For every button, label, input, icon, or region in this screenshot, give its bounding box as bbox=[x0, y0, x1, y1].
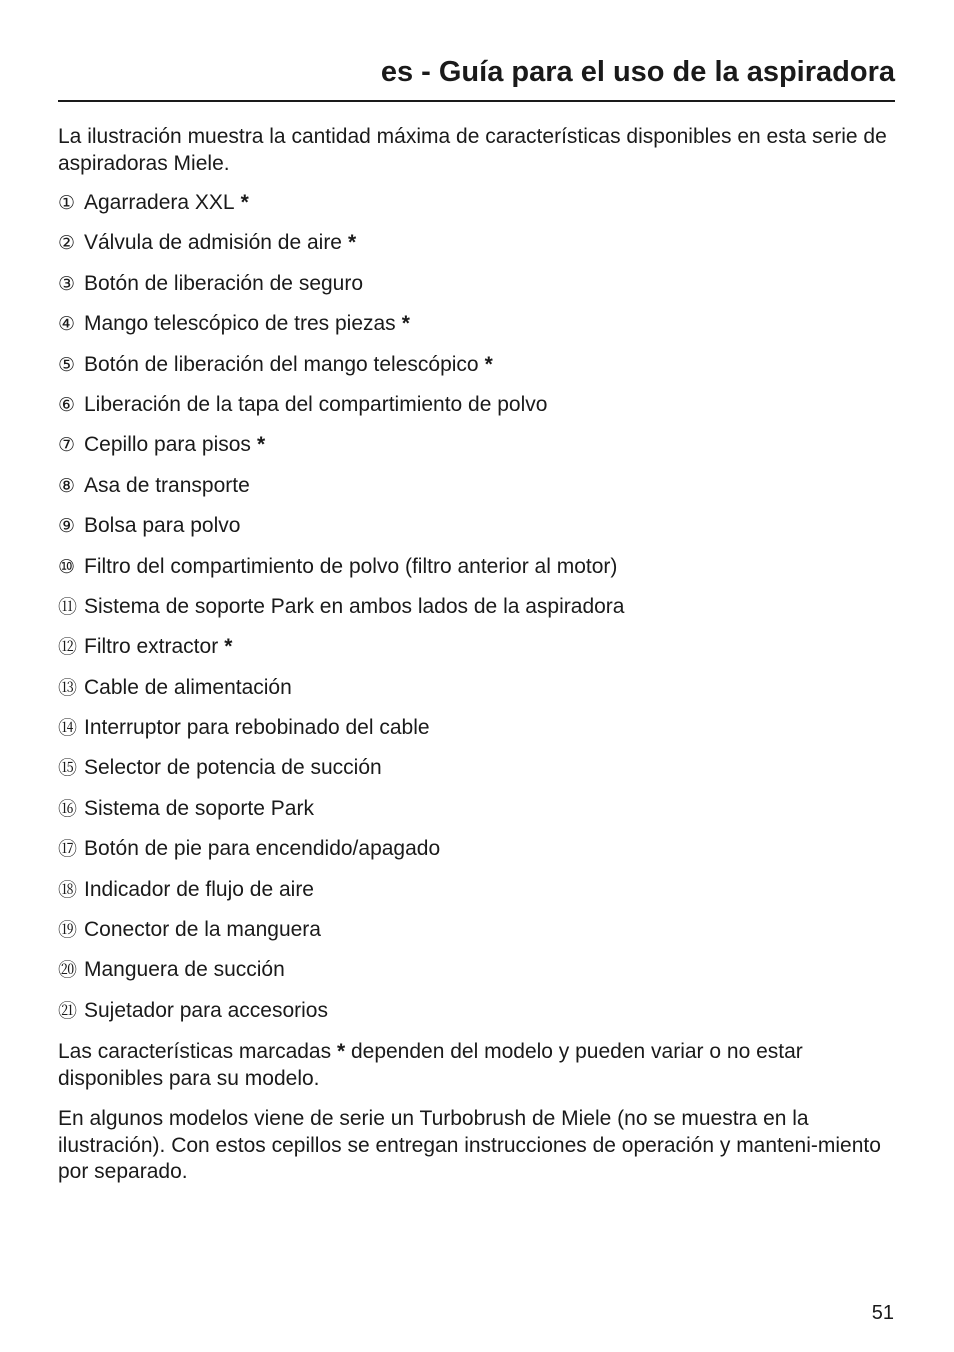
item-asterisk: * bbox=[240, 191, 249, 214]
note-paragraph bbox=[58, 1039, 898, 1092]
item-number: ⑰ bbox=[58, 838, 78, 861]
list-item bbox=[58, 513, 898, 553]
item-label: Cable de alimentación bbox=[84, 675, 292, 699]
page-title: es - Guía para el uso de la aspiradora bbox=[380, 56, 895, 88]
item-number: ⑭ bbox=[58, 717, 78, 740]
item-number: ⑲ bbox=[58, 919, 78, 942]
list-item bbox=[58, 957, 898, 997]
item-label: Indicador de flujo de aire bbox=[84, 877, 314, 901]
list-item bbox=[58, 998, 898, 1038]
item-number: ⑮ bbox=[58, 757, 78, 780]
list-item bbox=[58, 917, 898, 957]
list-item bbox=[58, 836, 898, 876]
item-label: Botón de liberación del mango telescópico bbox=[84, 352, 479, 376]
list-item bbox=[58, 675, 898, 715]
item-number: ② bbox=[58, 232, 76, 255]
list-item bbox=[58, 634, 898, 674]
item-number: ⑩ bbox=[58, 555, 76, 578]
item-number: ⑯ bbox=[58, 797, 78, 820]
item-number: ⑫ bbox=[58, 636, 78, 659]
intro-paragraph: La ilustración muestra la cantidad máxima de características disponibles en esta serie de aspiradoras Miele. bbox=[58, 125, 887, 175]
item-label: Selector de potencia de succión bbox=[84, 756, 382, 780]
item-label: Agarradera XXL bbox=[84, 191, 235, 214]
item-number: ⑨ bbox=[58, 515, 76, 538]
turbobrush-paragraph: En algunos modelos viene de serie un Turbobrush de Miele (no se muestra en la ilustración). Con estos cepillos se entregan instrucciones de operación y manteni-miento por separado. bbox=[58, 1107, 881, 1184]
item-number: ① bbox=[58, 192, 76, 214]
list-item bbox=[58, 352, 898, 392]
item-number: ④ bbox=[58, 313, 76, 336]
item-label: Interruptor para rebobinado del cable bbox=[84, 716, 430, 740]
item-label: Asa de transporte bbox=[84, 473, 250, 497]
item-label: Conector de la manguera bbox=[84, 918, 321, 942]
page-header bbox=[58, 52, 895, 102]
item-number: ⑬ bbox=[58, 676, 78, 699]
item-asterisk: * bbox=[348, 231, 357, 255]
item-label: Bolsa para polvo bbox=[84, 514, 241, 538]
item-number: ⑤ bbox=[58, 353, 76, 376]
item-label: Sistema de soporte Park en ambos lados de la aspiradora bbox=[84, 594, 625, 618]
item-number: ⑦ bbox=[58, 434, 76, 457]
list-item bbox=[58, 392, 898, 432]
list-item bbox=[58, 230, 898, 270]
item-label: Filtro extractor bbox=[84, 635, 219, 659]
page-number: 51 bbox=[871, 1302, 894, 1324]
list-item bbox=[58, 594, 898, 634]
item-asterisk: * bbox=[224, 635, 233, 659]
item-number: ⑱ bbox=[58, 878, 78, 901]
item-label: Mango telescópico de tres piezas bbox=[84, 312, 396, 336]
note-text-after: dependen del modelo y pueden variar o no estar disponibles para su modelo. bbox=[58, 1040, 803, 1090]
list-item bbox=[58, 755, 898, 795]
list-item bbox=[58, 432, 898, 472]
item-number: ⑳ bbox=[58, 959, 78, 982]
parts-list bbox=[58, 190, 898, 1038]
list-item bbox=[58, 715, 898, 755]
item-label: Sujetador para accesorios bbox=[84, 998, 328, 1022]
item-number: ⑥ bbox=[58, 393, 76, 416]
list-item bbox=[58, 554, 898, 594]
item-number: ⑪ bbox=[58, 595, 78, 618]
item-label: Filtro del compartimiento de polvo (filtro anterior al motor) bbox=[84, 554, 618, 578]
list-item bbox=[58, 473, 898, 513]
item-label: Cepillo para pisos bbox=[84, 433, 251, 457]
item-asterisk: * bbox=[401, 312, 410, 336]
item-label: Botón de liberación de seguro bbox=[84, 271, 364, 295]
list-item bbox=[58, 877, 898, 917]
list-item bbox=[58, 796, 898, 836]
item-label: Válvula de admisión de aire bbox=[84, 231, 342, 255]
note-text-before: Las características marcadas bbox=[58, 1040, 337, 1064]
list-item bbox=[58, 311, 898, 351]
item-label: Manguera de succión bbox=[84, 958, 285, 982]
page-content bbox=[58, 124, 898, 1186]
list-item bbox=[58, 190, 898, 230]
list-item bbox=[58, 271, 898, 311]
item-number: ③ bbox=[58, 272, 76, 295]
item-asterisk: * bbox=[256, 433, 266, 457]
item-label: Liberación de la tapa del compartimiento de polvo bbox=[84, 392, 548, 416]
note-asterisk: * bbox=[336, 1040, 346, 1064]
item-label: Sistema de soporte Park bbox=[84, 796, 314, 820]
item-number: ㉑ bbox=[58, 999, 78, 1022]
item-number: ⑧ bbox=[58, 474, 76, 497]
item-label: Botón de pie para encendido/apagado bbox=[84, 837, 441, 861]
item-asterisk: * bbox=[484, 352, 493, 376]
